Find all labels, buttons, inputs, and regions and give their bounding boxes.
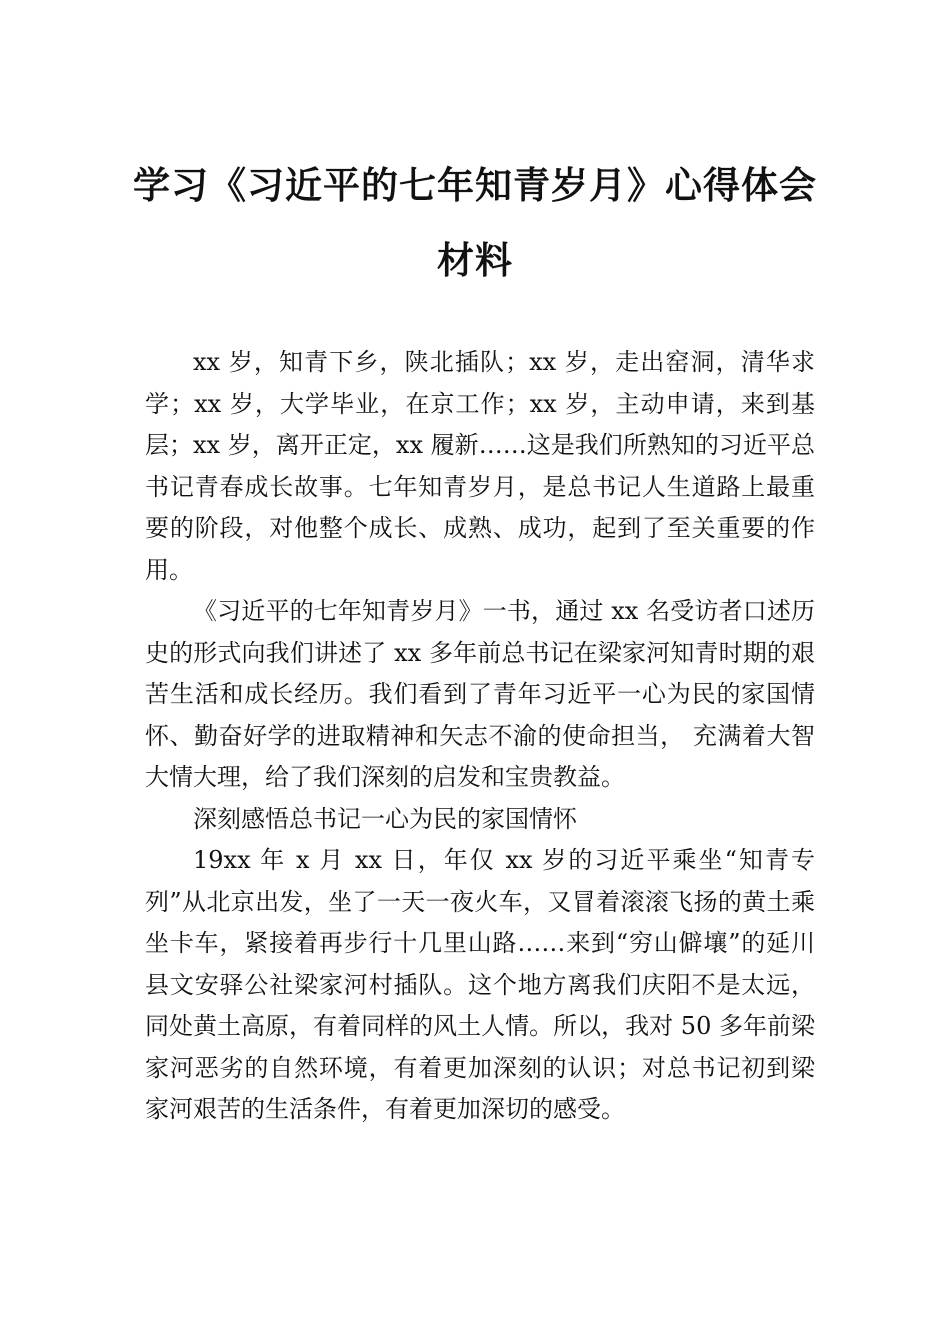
document-title-line-2: 材料 <box>437 238 513 282</box>
section-heading: 深刻感悟总书记一心为民的家国情怀 <box>193 804 577 833</box>
paragraph-arrival: 19xx 年 x 月 xx 日，年仅 xx 岁的习近平乘坐“知青专列”从北京出发，坐了一天一夜火车，又冒着滚滚飞扬的黄土乘坐卡车，紧接着再步行十几里山路……来到“穷山僻壤”的延川县文安驿公社梁家河村插队。这个地方离我们庆阳不是太远，同处黄土高原，有着同样的风土人情。所以，我对 50 多年前梁家河恶劣的自然环境，有着更加深刻的认识；对总书记初到梁家河艰苦的生活条件，有着更加深切的感受。 <box>145 846 815 1123</box>
document-title-line-1: 学习《习近平的七年知青岁月》心得体会 <box>133 163 817 207</box>
paragraph-intro: xx 岁，知青下乡，陕北插队；xx 岁，走出窑洞，清华求学；xx 岁，大学毕业，在京工作；xx 岁，主动申请，来到基层；xx 岁，离开正定，xx 履新……这是我们所熟知的习近平总书记青春成长故事。七年知青岁月，是总书记人生道路上最重要的阶段，对他整个成长、成熟、成功，起到了至关重要的作用。 <box>145 348 815 584</box>
document-body <box>145 342 815 1131</box>
paragraph-book-summary: 《习近平的七年知青岁月》一书，通过 xx 名受访者口述历史的形式向我们讲述了 xx 多年前总书记在梁家河知青时期的艰苦生活和成长经历。我们看到了青年习近平一心为民的家国情怀、勤奋好学的进取精神和矢志不渝的使命担当， 充满着大智大情大理，给了我们深刻的启发和宝贵教益。 <box>145 597 815 791</box>
